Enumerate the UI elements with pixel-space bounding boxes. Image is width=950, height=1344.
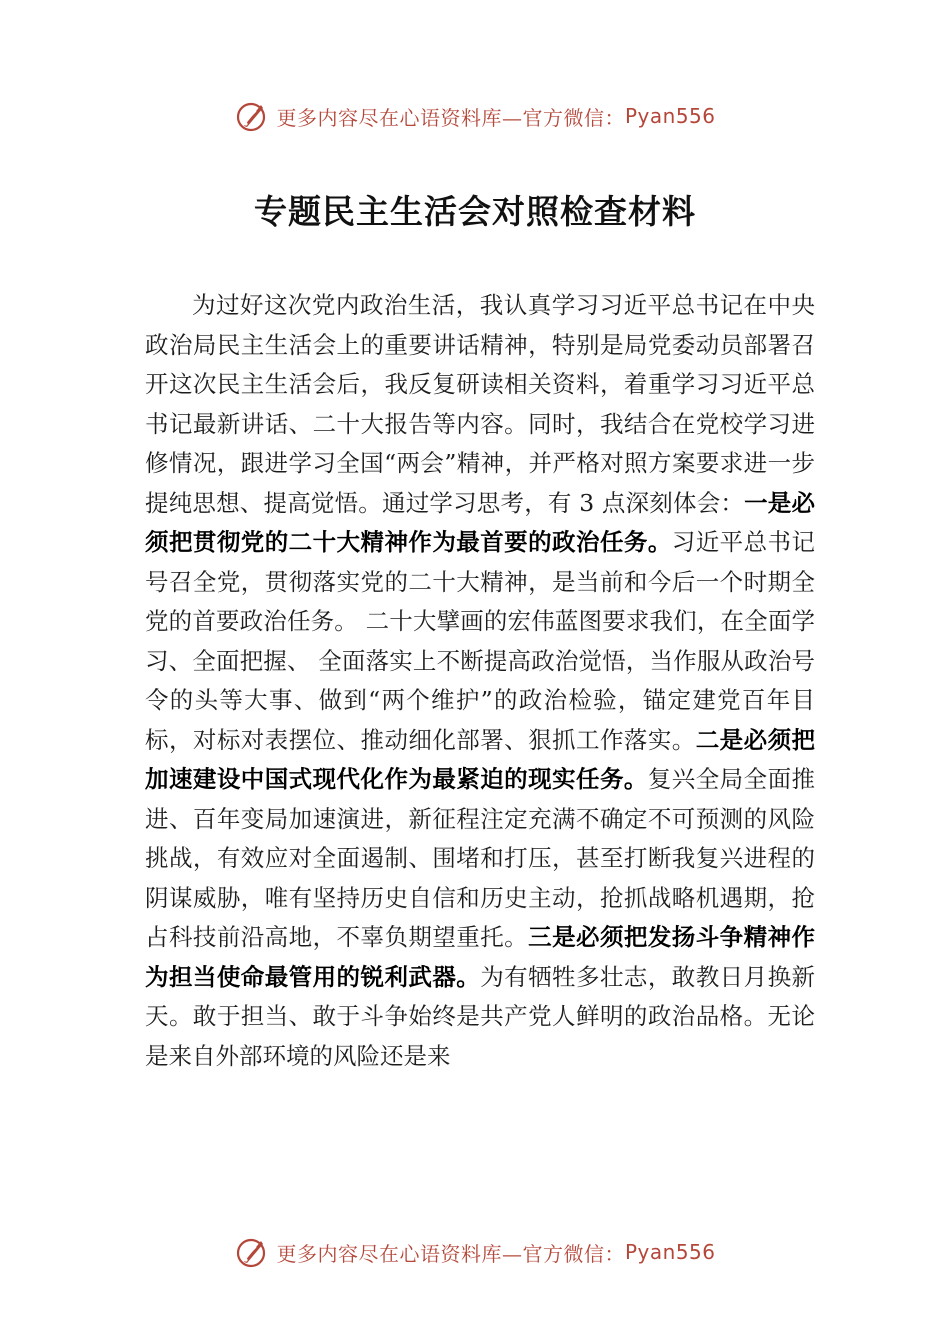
body-paragraph [145,286,815,1076]
body-bold-point-2: 二是必须把加速建设中国式现代化作为最紧迫的现实任务。 [145,725,816,793]
header-watermark-handle: Pyan556 [624,104,716,128]
document-title: 专题民主生活会对照检查材料 [254,192,696,231]
body-text-segment: 为过好这次党内政治生活，我认真学习习近平总书记在中央政治局民主生活会上的重要讲话精神，特别是局党委动员部署召开这次民主生活会后，我反复研读相关资料，着重学习习近平总书记最新讲话、二十大报告等内容。同时，我结合在党校学习进修情况，跟进学习全国“两会”精神，并严格对照方案要求进一步提纯思想、提高觉悟。通过学习思考，有 3 点深刻体会： [145,291,815,517]
header-watermark [0,96,950,136]
body-text-segment: 为有牺牲多壮志，敢教日月换新天。敢于担当、敢于斗争始终是共产党人鲜明的政治品格。无论是来自外部环境的风险还是来 [145,962,816,1070]
body-text-segment: 习近平总书记号召全党，贯彻落实党的二十大精神，是当前和今后一个时期全党的首要政治任务。 二十大擘画的宏伟蓝图要求我们，在全面学习、全面把握、 全面落实上不断提高政治觉悟，当作服从政治号令的头等大事、做到“两个维护”的政治检验，锚定建党百年目标，对标对表摆位、推动细化部署、狠抓工作落实。 [145,528,816,754]
body-bold-point-3: 三是必须把发扬斗争精神作为担当使命最管用的锐利武器。 [145,923,816,991]
body-text-segment: 复兴全局全面推进、百年变局加速演进，新征程注定充满不确定不可预测的风险挑战，有效应对全面遏制、围堵和打压，甚至打断我复兴进程的阴谋威胁，唯有坚持历史自信和历史主动，抢抓战略机遇期，抢占科技前沿高地，不辜负期望重托。 [145,765,816,951]
quill-circle-logo-icon [234,1235,268,1269]
header-watermark-text: 更多内容尽在心语资料库—官方微信： [276,105,625,130]
quill-circle-logo-icon [234,99,268,133]
footer-watermark-text: 更多内容尽在心语资料库—官方微信： [276,1241,625,1266]
footer-watermark [0,1232,950,1272]
body-bold-point-1: 一是必须把贯彻党的二十大精神作为最首要的政治任务。 [145,488,816,556]
footer-watermark-handle: Pyan556 [624,1240,716,1264]
